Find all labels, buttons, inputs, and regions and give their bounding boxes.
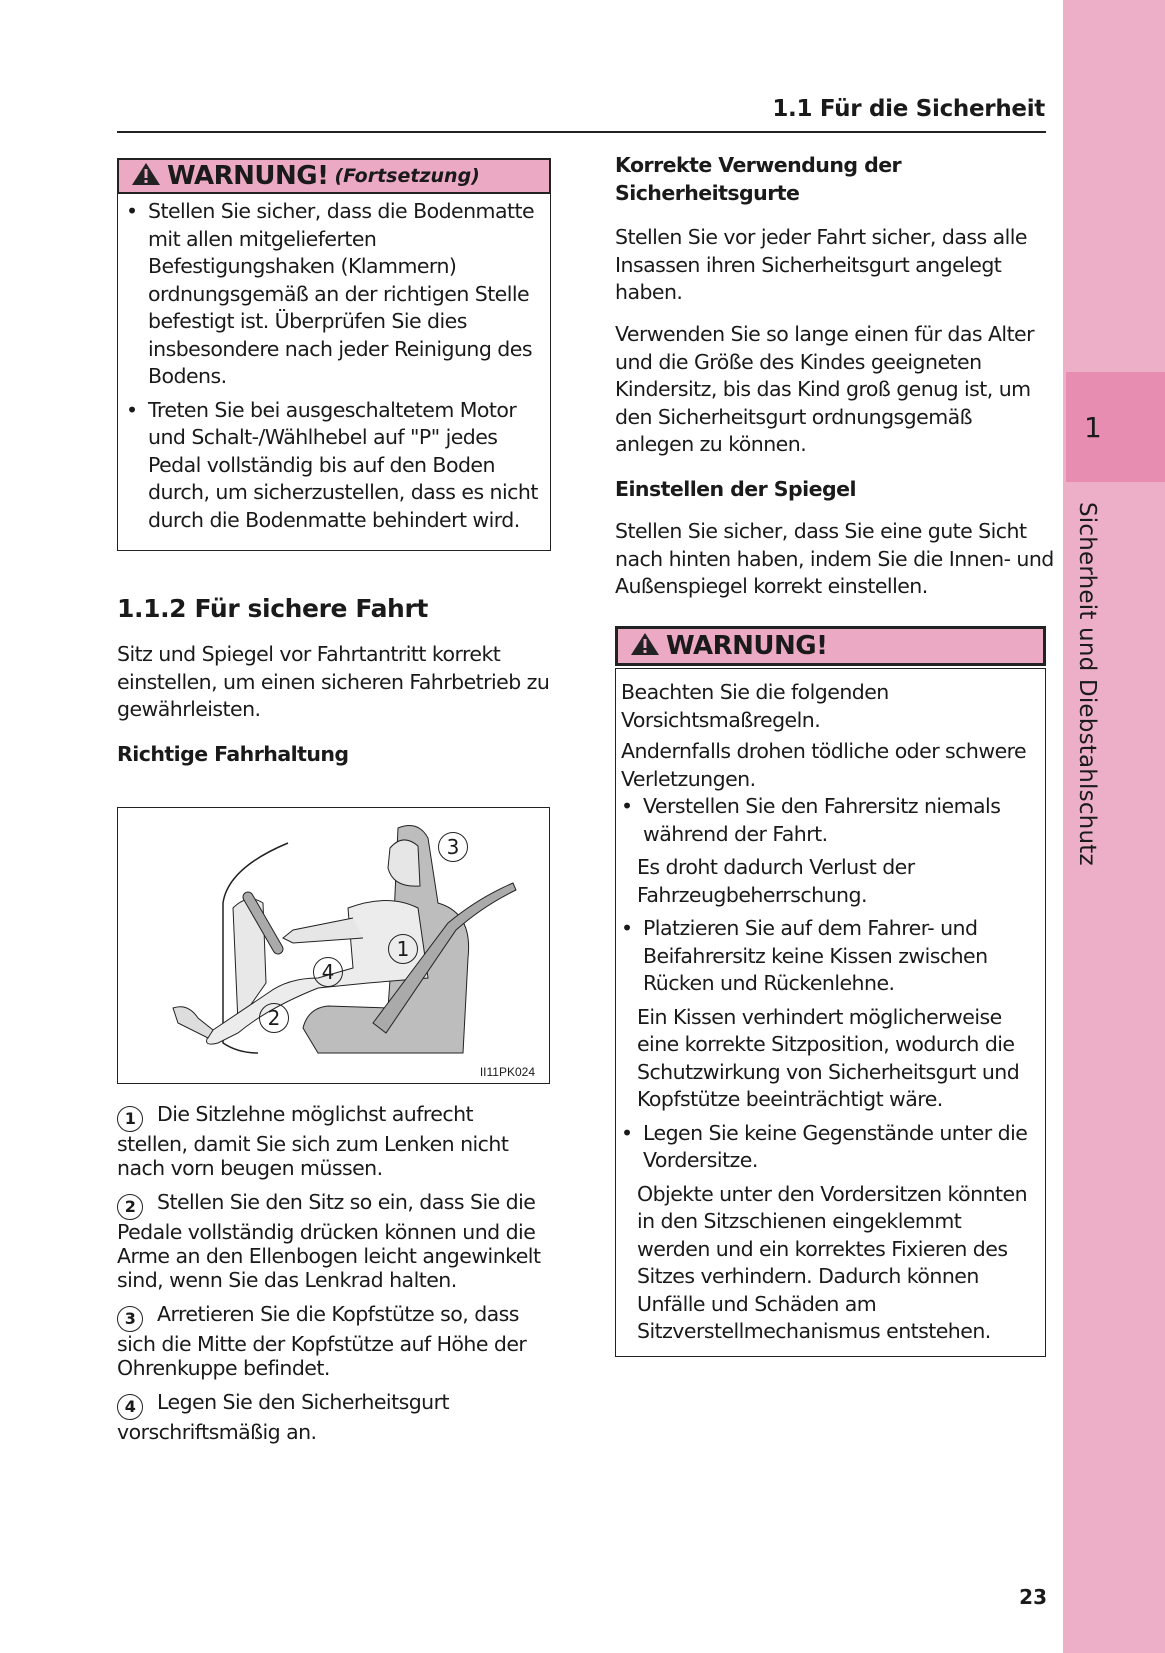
- step-number: 4: [117, 1394, 143, 1420]
- section-title: 1.1 Für die Sicherheit: [772, 96, 1045, 122]
- warning-body: [117, 194, 551, 551]
- step-text: Die Sitzlehne möglichst aufrecht stellen, damit Sie sich zum Lenken nicht nach vorn beugen müssen.: [117, 1102, 509, 1180]
- belt-paragraph-1: Stellen Sie vor jeder Fahrt sicher, dass alle Insassen ihren Sicherheitsgurt angelegt haben.: [615, 225, 1027, 304]
- subheading-posture: Richtige Fahrhaltung: [117, 742, 349, 766]
- warning-box: [615, 626, 1046, 1357]
- step-number: 1: [117, 1106, 143, 1132]
- warning-body: [615, 668, 1046, 1357]
- warning-triangle-icon: [131, 162, 161, 190]
- step-item: [117, 1190, 547, 1292]
- step-text: Legen Sie den Sicherheitsgurt vorschriftsmäßig an.: [117, 1390, 449, 1444]
- warning-note: Es droht dadurch Verlust der Fahrzeugbeherrschung.: [637, 855, 915, 907]
- step-item: [117, 1302, 547, 1380]
- chapter-number: 1: [1084, 410, 1102, 444]
- callout-2: 2: [259, 1003, 289, 1033]
- driver-seat-illustration: [118, 808, 548, 1082]
- page-number: 23: [1019, 1585, 1047, 1609]
- warning-item: • Verstellen Sie den Fahrersitz niemals während der Fahrt.: [615, 793, 1037, 848]
- step-number: 3: [117, 1306, 143, 1332]
- warning-header: [615, 626, 1046, 666]
- step-number: 2: [117, 1194, 143, 1220]
- warning-title: WARNUNG!: [666, 631, 828, 661]
- belt-heading: Korrekte Verwendung der Sicherheitsgurte: [615, 153, 902, 205]
- chapter-tab[interactable]: [1066, 372, 1165, 482]
- mirror-paragraph: Stellen Sie sicher, dass Sie eine gute Sicht nach hinten haben, indem Sie die Innen- und Außenspiegel korrekt einstellen.: [615, 519, 1054, 598]
- callout-3: 3: [438, 832, 468, 862]
- driving-posture-figure: [117, 807, 550, 1084]
- warning-note: Ein Kissen verhindert möglicherweise eine korrekte Sitzposition, wodurch die Schutzwirkung von Sicherheitsgurt und Kopfstütze beeinträchtigt wäre.: [637, 1004, 1020, 1111]
- warning-item: • Stellen Sie sicher, dass die Bodenmatte mit allen mitgelieferten Befestigungshaken (Klammern) ordnungsgemäß an der richtigen Stelle befestigt ist. Überprüfen Sie dies insbesondere nach jeder Reinigung des Bodens.: [120, 198, 540, 391]
- warning-note: Objekte unter den Vordersitzen könnten in den Sitzschienen eingeklemmt werden und ein korrektes Fixieren des Sitzes verhindern. Dadurch können Unfälle und Schäden am Sitzverstellmechanismus entstehen.: [637, 1181, 1028, 1343]
- warning-text: Andernfalls drohen tödliche oder schwere Verletzungen.: [621, 739, 1027, 791]
- step-text: Stellen Sie den Sitz so ein, dass Sie die Pedale vollständig drücken können und die Arme an den Ellenbogen leicht angewinkelt sind, wenn Sie das Lenkrad halten.: [117, 1190, 541, 1292]
- callout-4: 4: [313, 957, 343, 987]
- intro-paragraph: Sitz und Spiegel vor Fahrtantritt korrekt einstellen, um einen sicheren Fahrbetrieb zu gewährleisten.: [117, 642, 550, 721]
- mirror-heading: Einstellen der Spiegel: [615, 477, 856, 501]
- warning-item: • Legen Sie keine Gegenstände unter die Vordersitze.: [615, 1120, 1037, 1175]
- step-text: Arretieren Sie die Kopfstütze so, dass sich die Mitte der Kopfstütze auf Höhe der Ohrenkuppe befindet.: [117, 1302, 527, 1380]
- belt-paragraph-2: Verwenden Sie so lange einen für das Alter und die Größe des Kindes geeigneten Kindersitz, bis das Kind groß genug ist, um den Sicherheitsgurt ordnungsgemäß anlegen zu können.: [615, 322, 1034, 456]
- warning-text: Beachten Sie die folgenden Vorsichtsmaßregeln.: [621, 680, 889, 732]
- header-divider: [117, 131, 1046, 133]
- step-item: [117, 1102, 547, 1180]
- step-item: [117, 1390, 547, 1444]
- warning-subtitle: (Fortsetzung): [334, 165, 480, 187]
- chapter-title: Sicherheit und Diebstahlschutz: [1074, 502, 1100, 866]
- warning-item: • Treten Sie bei ausgeschaltetem Motor und Schalt-/Wählhebel auf "P" jedes Pedal vollständig bis auf den Boden durch, um sicherzustellen, dass es nicht durch die Bodenmatte behindert wird.: [120, 397, 540, 535]
- figure-code: II11PK024: [479, 1065, 535, 1079]
- posture-steps: [117, 1102, 547, 1444]
- section-heading: 1.1.2 Für sichere Fahrt: [117, 594, 428, 623]
- callout-1: 1: [388, 934, 418, 964]
- warning-header: [117, 158, 551, 194]
- warning-continued-box: [117, 158, 551, 551]
- warning-title: WARNUNG!: [167, 161, 329, 191]
- warning-item: • Platzieren Sie auf dem Fahrer- und Beifahrersitz keine Kissen zwischen Rücken und Rückenlehne.: [615, 915, 1037, 998]
- warning-triangle-icon: [630, 632, 660, 660]
